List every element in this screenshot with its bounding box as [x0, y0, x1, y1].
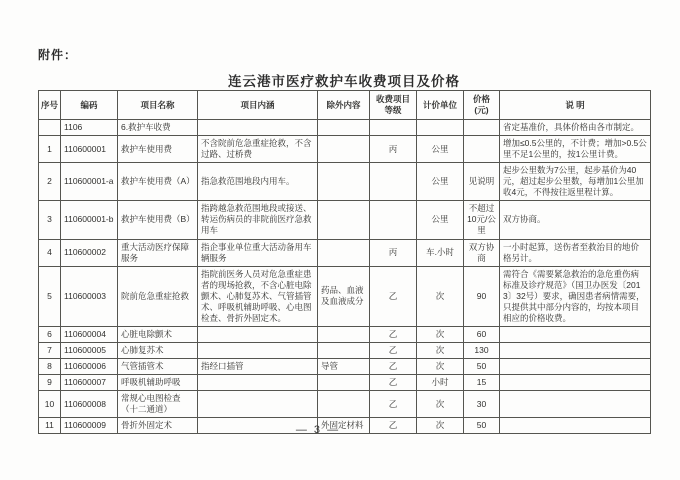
table-cell: 次 — [417, 391, 464, 418]
table-cell: 110600005 — [61, 342, 118, 358]
table-cell: 乙 — [370, 342, 417, 358]
column-header: 项目名称 — [118, 91, 198, 120]
table-cell: 次 — [417, 266, 464, 326]
table-cell — [318, 120, 370, 136]
table-cell: 次 — [417, 342, 464, 358]
table-cell: 110600001 — [61, 136, 118, 163]
column-header: 项目内涵 — [198, 91, 318, 120]
table-row — [39, 239, 651, 266]
table-cell: 心脏电除颤术 — [118, 326, 198, 342]
table-cell: 省定基准价，具体价格由各市制定。 — [500, 120, 651, 136]
table-cell — [318, 201, 370, 239]
table-cell: 药品、血液及血液成分 — [318, 266, 370, 326]
fee-table — [38, 90, 651, 434]
page-number: — 3 — — [295, 424, 341, 436]
table-cell — [198, 326, 318, 342]
table-cell — [500, 391, 651, 418]
table-row — [39, 136, 651, 163]
table-cell: 11 — [39, 418, 61, 434]
table-cell: 救护车使用费（A） — [118, 163, 198, 201]
table-row — [39, 201, 651, 239]
table-cell: 110600001-b — [61, 201, 118, 239]
table-cell: 乙 — [370, 266, 417, 326]
table-cell: 130 — [464, 342, 500, 358]
table-cell — [318, 136, 370, 163]
table-cell — [370, 120, 417, 136]
table-cell: 50 — [464, 358, 500, 374]
table-cell: 110600008 — [61, 391, 118, 418]
attachment-label: 附件： — [38, 48, 78, 62]
table-cell: 丙 — [370, 136, 417, 163]
table-cell: 9 — [39, 374, 61, 390]
table-cell: 110600002 — [61, 239, 118, 266]
table-cell — [318, 326, 370, 342]
table-cell: 乙 — [370, 391, 417, 418]
table-cell: 110600003 — [61, 266, 118, 326]
table-cell: 气管插管术 — [118, 358, 198, 374]
table-cell: 3 — [39, 201, 61, 239]
table-cell: 6.救护车收费 — [118, 120, 198, 136]
table-cell: 不超过10元/公里 — [464, 201, 500, 239]
table-cell: 4 — [39, 239, 61, 266]
table-cell: 指院前医务人员对危急重症患者的现场抢救，不含心脏电除颤术、心肺复苏术、气管插管术、呼吸机辅助呼吸、心电图检查、骨折外固定术。 — [198, 266, 318, 326]
table-cell: 110600007 — [61, 374, 118, 390]
table-cell: 110600006 — [61, 358, 118, 374]
table-cell: 丙 — [370, 239, 417, 266]
table-cell: 110600009 — [61, 418, 118, 434]
table-cell — [500, 326, 651, 342]
table-cell — [198, 374, 318, 390]
header-row — [39, 91, 651, 120]
table-cell: 不含院前危急重症抢救，不含过路、过桥费 — [198, 136, 318, 163]
table-cell — [198, 120, 318, 136]
table-cell: 公里 — [417, 136, 464, 163]
table-cell: 重大活动医疗保障服务 — [118, 239, 198, 266]
table-cell — [464, 136, 500, 163]
table-cell: 一小时起算，送伤者至救治目的地价格另计。 — [500, 239, 651, 266]
table-cell: 8 — [39, 358, 61, 374]
table-cell: 110600001-a — [61, 163, 118, 201]
table-cell: 导管 — [318, 358, 370, 374]
table-cell — [318, 374, 370, 390]
table-cell — [464, 120, 500, 136]
table-cell: 外固定材料 — [318, 418, 370, 434]
column-header: 除外内容 — [318, 91, 370, 120]
table-row — [39, 358, 651, 374]
table-cell: 指跨越急救范围地段或接送、转运伤病员的非院前医疗急救用车 — [198, 201, 318, 239]
table-row — [39, 391, 651, 418]
table-cell: 15 — [464, 374, 500, 390]
table-cell: 小时 — [417, 374, 464, 390]
fee-table-body — [39, 120, 651, 434]
table-cell: 公里 — [417, 201, 464, 239]
table-row — [39, 163, 651, 201]
table-cell: 双方协商。 — [500, 201, 651, 239]
table-cell: 心肺复苏术 — [118, 342, 198, 358]
column-header: 说 明 — [500, 91, 651, 120]
table-cell: 车.小时 — [417, 239, 464, 266]
table-cell: 双方协商 — [464, 239, 500, 266]
table-row — [39, 374, 651, 390]
table-cell: 10 — [39, 391, 61, 418]
table-cell: 乙 — [370, 358, 417, 374]
table-cell — [500, 374, 651, 390]
table-cell — [500, 358, 651, 374]
table-cell: 救护车使用费（B） — [118, 201, 198, 239]
table-cell: 30 — [464, 391, 500, 418]
table-cell — [318, 239, 370, 266]
table-row — [39, 342, 651, 358]
table-cell — [318, 163, 370, 201]
table-cell: 需符合《需要紧急救治的急危重伤病标准及诊疗规范》（国卫办医发〔2013〕32号）要求，确因患者病情需要，只提供其中部分内容的，均按本项目相应的价格收费。 — [500, 266, 651, 326]
table-cell: 60 — [464, 326, 500, 342]
table-cell: 50 — [464, 418, 500, 434]
table-cell — [39, 120, 61, 136]
column-header: 收费项目等级 — [370, 91, 417, 120]
table-cell: 7 — [39, 342, 61, 358]
table-cell: 公里 — [417, 163, 464, 201]
table-cell: 90 — [464, 266, 500, 326]
column-header: 价格(元) — [464, 91, 500, 120]
column-header: 编码 — [61, 91, 118, 120]
table-cell — [318, 342, 370, 358]
table-cell: 乙 — [370, 326, 417, 342]
table-cell: 指经口插管 — [198, 358, 318, 374]
column-header: 计价单位 — [417, 91, 464, 120]
table-cell: 1 — [39, 136, 61, 163]
table-cell: 常规心电图检查（十二通道） — [118, 391, 198, 418]
table-cell: 1106 — [61, 120, 118, 136]
table-cell — [500, 342, 651, 358]
table-row — [39, 326, 651, 342]
table-cell: 指企事业单位重大活动备用车辆服务 — [198, 239, 318, 266]
column-header: 序号 — [39, 91, 61, 120]
table-cell: 2 — [39, 163, 61, 201]
table-cell: 起步公里数为7公里，起步基价为40元，超过起步公里数，每增加1公里加收4元，不得按往返里程计算。 — [500, 163, 651, 201]
fee-table-header — [39, 91, 651, 120]
table-cell — [370, 201, 417, 239]
table-cell: 增加≤0.5公里的，不计费；增加>0.5公里不足1公里的，按1公里计费。 — [500, 136, 651, 163]
page-title: 连云港市医疗救护车收费项目及价格 — [228, 74, 460, 89]
table-cell: 院前危急重症抢救 — [118, 266, 198, 326]
table-cell: 救护车使用费 — [118, 136, 198, 163]
table-cell: 次 — [417, 326, 464, 342]
table-cell — [198, 391, 318, 418]
table-cell — [318, 391, 370, 418]
table-cell — [198, 342, 318, 358]
table-cell — [417, 120, 464, 136]
table-cell: 5 — [39, 266, 61, 326]
table-cell: 次 — [417, 418, 464, 434]
table-cell: 指急救范围地段内用车。 — [198, 163, 318, 201]
table-row — [39, 266, 651, 326]
table-cell — [370, 163, 417, 201]
table-row — [39, 120, 651, 136]
table-cell: 110600004 — [61, 326, 118, 342]
table-cell: 见说明 — [464, 163, 500, 201]
table-cell: 呼吸机辅助呼吸 — [118, 374, 198, 390]
table-cell: 骨折外固定术 — [118, 418, 198, 434]
table-cell: 6 — [39, 326, 61, 342]
table-cell: 乙 — [370, 418, 417, 434]
table-cell: 次 — [417, 358, 464, 374]
table-cell: 乙 — [370, 374, 417, 390]
